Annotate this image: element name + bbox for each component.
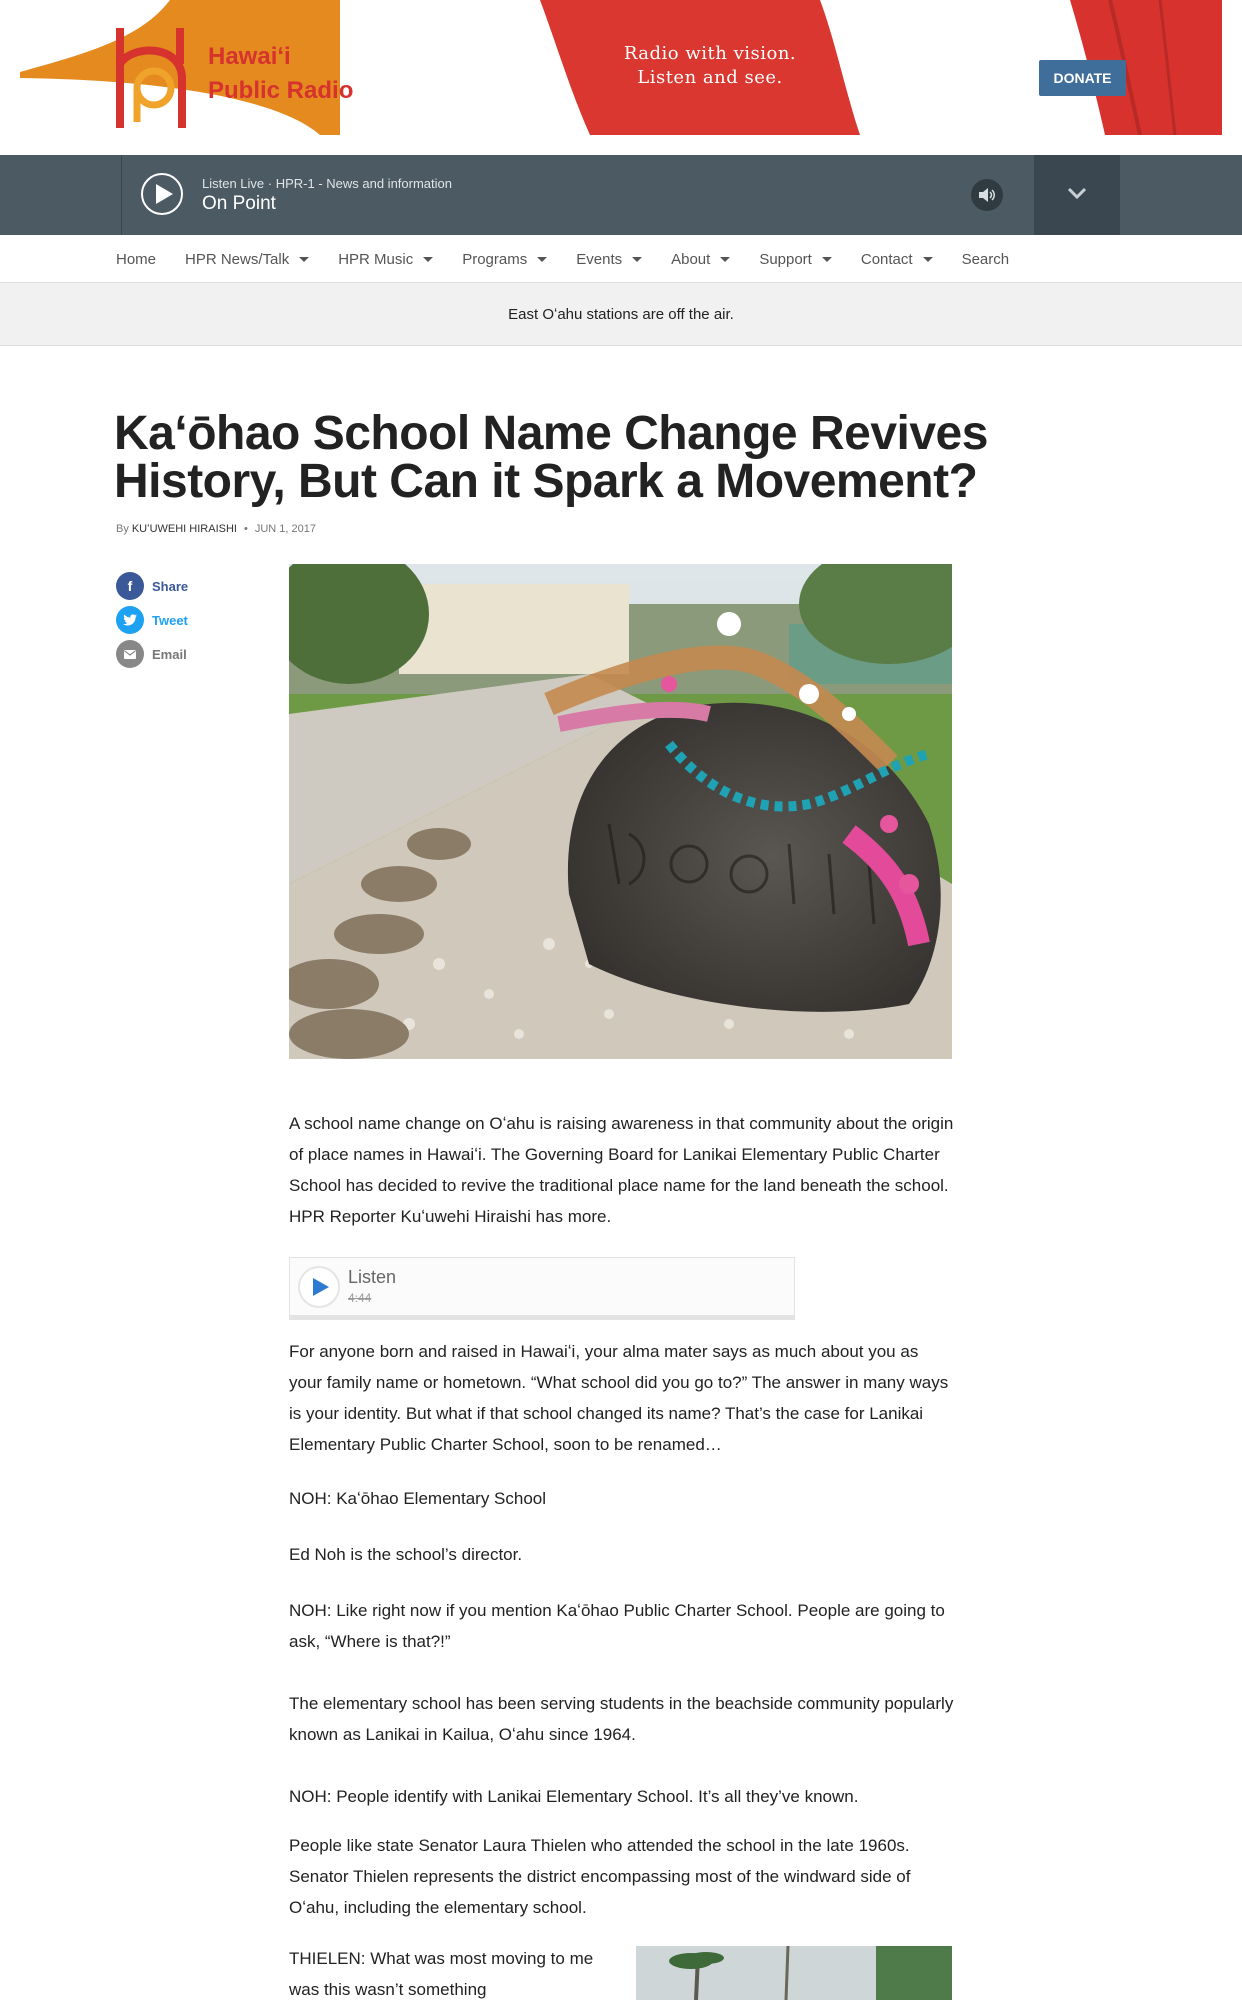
nav-item-label: HPR Music xyxy=(338,250,414,268)
author-link[interactable]: KUʻUWEHI HIRAISHI xyxy=(131,523,237,535)
share-twitter-button[interactable] xyxy=(116,606,188,634)
caret-down-icon xyxy=(822,257,832,262)
email-icon xyxy=(116,640,144,668)
caret-down-icon xyxy=(632,257,642,262)
nav-item-label: Programs xyxy=(462,250,528,268)
nav-item-label: Support xyxy=(759,250,812,268)
caret-down-icon xyxy=(537,257,547,262)
nav-item-support[interactable] xyxy=(759,251,832,268)
donate-button[interactable]: DONATE xyxy=(1039,60,1126,96)
header-tagline xyxy=(600,42,820,90)
nav-item-label: Contact xyxy=(860,250,913,268)
nav-item-label: Events xyxy=(576,250,623,268)
current-show-name: On Point xyxy=(202,193,276,214)
share-facebook-button[interactable] xyxy=(116,572,188,600)
live-player-bar xyxy=(0,155,1242,235)
facebook-icon: f xyxy=(116,572,144,600)
nav-item-programs[interactable] xyxy=(462,251,547,268)
main-navigation xyxy=(0,235,1242,283)
nav-item-label: Home xyxy=(116,250,157,268)
logo-line1: Hawaiʻi xyxy=(208,43,291,70)
chevron-down-icon xyxy=(1067,187,1087,199)
article-paragraph: THIELEN: What was most moving to me was this wasn’t something xyxy=(289,1949,594,1999)
logo-line2: Public Radio xyxy=(208,77,354,104)
twitter-icon xyxy=(116,606,144,634)
article-date: JUN 1, 2017 xyxy=(254,523,316,535)
hpr-logo-icon xyxy=(112,24,192,132)
caret-down-icon xyxy=(299,257,309,262)
nav-item-hpr-music[interactable] xyxy=(338,251,433,268)
article-paragraph: The elementary school has been serving students in the beachside community popularly known as Lanikai in Kailua, Oʻahu since 1964. xyxy=(289,1694,954,1744)
site-header xyxy=(0,0,1242,155)
play-icon xyxy=(154,183,174,205)
audio-player xyxy=(289,1257,795,1320)
volume-button[interactable] xyxy=(971,179,1003,211)
volume-icon xyxy=(978,187,996,203)
audio-play-button[interactable] xyxy=(298,1266,340,1308)
audio-duration: 4:44 xyxy=(348,1291,372,1305)
site-logo-text[interactable] xyxy=(208,40,353,108)
nav-items xyxy=(116,235,1038,283)
live-play-button[interactable] xyxy=(141,173,183,215)
tagline-line2: Listen and see. xyxy=(637,67,783,88)
nav-item-home[interactable] xyxy=(116,251,156,268)
share-email-label: Email xyxy=(152,646,187,662)
article-intro: A school name change on Oʻahu is raising awareness in that community about the origin of place names in Hawaiʻi. The Governing Board for Lanikai Elementary Public Charter School has decided to revive the traditional place name for the land beneath the school. HPR Reporter Kuʻuwehi Hiraishi has more. xyxy=(289,1114,954,1226)
article-paragraph: NOH: Like right now if you mention Kaʻōhao Public Charter School. People are going to ask, “Where is that?!” xyxy=(289,1601,945,1651)
caret-down-icon xyxy=(720,257,730,262)
nav-item-label: About xyxy=(671,250,711,268)
nav-item-hpr-news-talk[interactable] xyxy=(185,251,309,268)
share-twitter-label: Tweet xyxy=(152,612,188,628)
article-paragraph: Ed Noh is the school’s director. xyxy=(289,1545,523,1564)
article-paragraph: For anyone born and raised in Hawaiʻi, your alma mater says as much about you as your family name or hometown. “What school did you go to?” The answer in many ways is your identity. But what if that school changed its name? That’s the case for Lanikai Elementary Public Charter School, soon to be renamed… xyxy=(289,1342,949,1454)
play-icon xyxy=(312,1277,330,1297)
article-paragraph: NOH: People identify with Lanikai Elementary School. It’s all they’ve known. xyxy=(289,1787,859,1806)
share-facebook-label: Share xyxy=(152,578,189,594)
inline-article-photo xyxy=(636,1946,952,2000)
article-paragraph: People like state Senator Laura Thielen who attended the school in the late 1960s. Senator Thielen represents the district encompassing most of the windward side of Oʻahu, including the elementary school. xyxy=(289,1836,911,1917)
nav-item-label: HPR News/Talk xyxy=(185,250,290,268)
tagline-line1: Radio with vision. xyxy=(623,43,797,64)
byline-separator: • xyxy=(243,523,248,535)
nav-item-contact[interactable] xyxy=(861,251,933,268)
nav-item-about[interactable] xyxy=(671,251,730,268)
article-photo xyxy=(289,564,952,1059)
nav-item-search[interactable] xyxy=(962,251,1010,268)
share-email-button[interactable] xyxy=(116,640,188,668)
caret-down-icon xyxy=(423,257,433,262)
share-tools xyxy=(116,572,188,674)
byline-prefix: By xyxy=(116,523,129,535)
article-title: Kaʻōhao School Name Change Revives History, But Can it Spark a Movement? xyxy=(114,407,988,508)
nav-item-label: Search xyxy=(961,250,1010,268)
player-inner xyxy=(121,155,1120,235)
player-expand-button[interactable] xyxy=(1034,155,1120,235)
nav-item-events[interactable] xyxy=(576,251,642,268)
audio-listen-label: Listen xyxy=(348,1267,397,1287)
station-alert-banner: East Oʻahu stations are off the air. xyxy=(0,283,1242,346)
listen-live-label: Listen Live · HPR-1 - News and information xyxy=(202,176,452,191)
article-byline xyxy=(116,523,316,535)
article-paragraph: NOH: Kaʻōhao Elementary School xyxy=(289,1489,547,1508)
caret-down-icon xyxy=(923,257,933,262)
